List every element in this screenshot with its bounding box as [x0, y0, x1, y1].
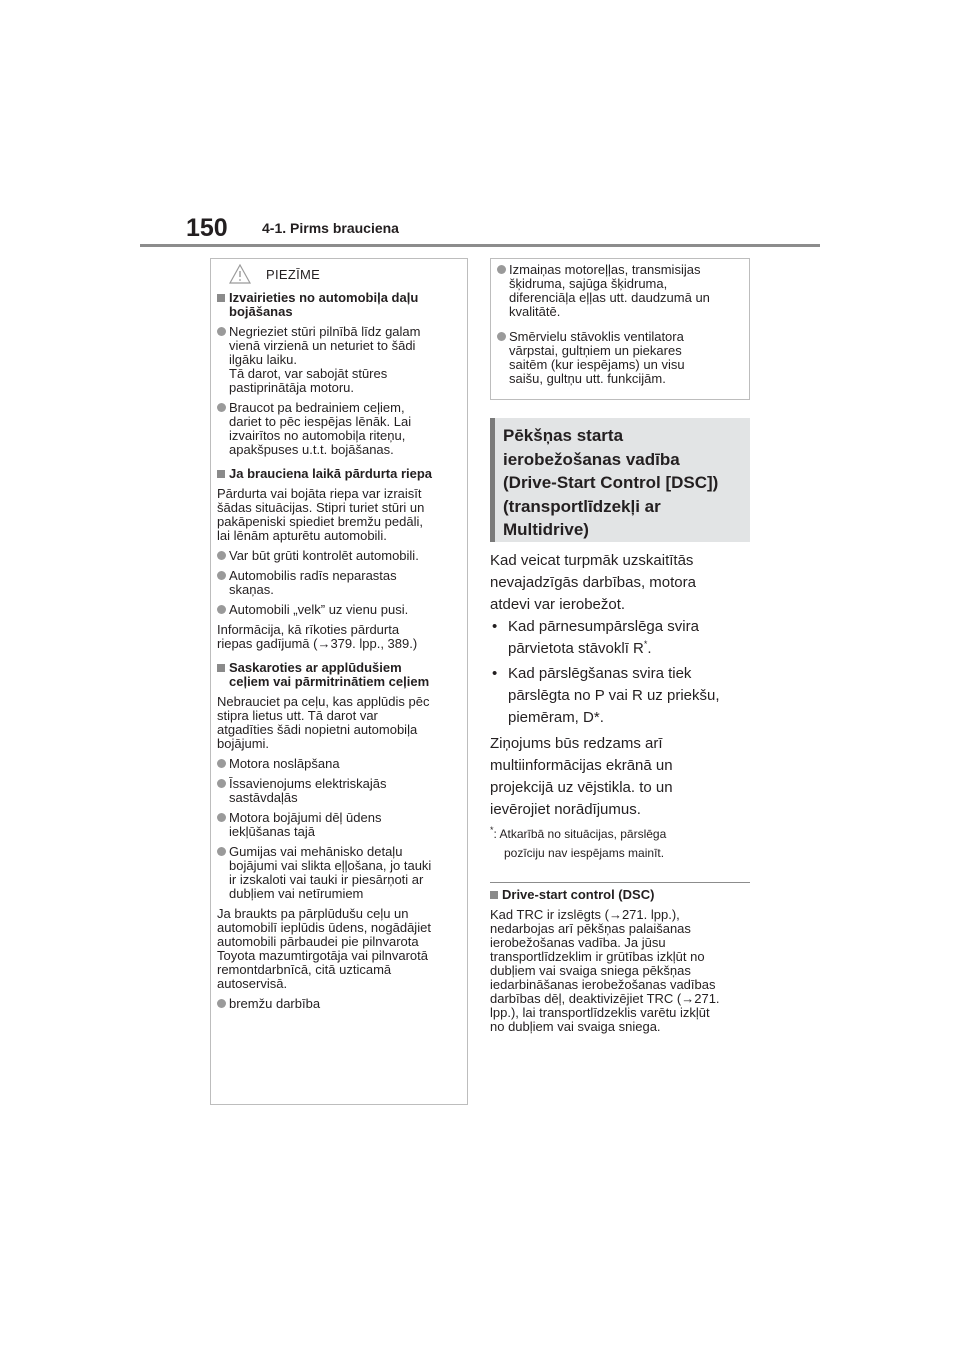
paragraph — [217, 623, 461, 651]
list-item — [217, 777, 461, 805]
text-line: Ja brauciena laikā pārdurta riepa — [229, 466, 433, 481]
title-line: Multidrive) — [503, 520, 589, 539]
text-line: Izmaiņas motoreļļas, transmisijas — [509, 262, 701, 277]
text-line: sastāvdaļās — [229, 790, 298, 805]
text-line: multiinformācijas ekrānā un — [490, 757, 673, 774]
list-item — [217, 401, 461, 457]
circle-bullet-icon — [217, 571, 226, 580]
text-line: ievērojiet norādījumus. — [490, 801, 641, 818]
subsection-divider — [490, 882, 750, 883]
circle-bullet-icon — [217, 403, 226, 412]
text-line: Ja braukts pa pārplūdušu ceļu un — [217, 906, 409, 921]
text-line: dariet to pēc iespējas lēnāk. Lai — [229, 414, 412, 429]
paragraph — [217, 487, 461, 543]
text-line: automobili pārbaudei pie pilnvarota — [217, 934, 419, 949]
text-line: saišu, gultņu utt. funkcijām. — [509, 371, 666, 386]
text-line: Īssavienojums elektriskajās — [229, 776, 387, 791]
dsc-message — [490, 733, 750, 821]
text-line: vienā virzienā un neturiet to šādi — [229, 338, 416, 353]
text-line: Gumijas vai mehānisko detaļu — [229, 844, 403, 859]
square-bullet-icon — [217, 470, 225, 478]
text-line: riepas gadījumā (→379. lpp., 389.) — [217, 636, 418, 651]
list-item — [217, 845, 461, 901]
list-item-text: piemēram, D*. — [508, 709, 604, 726]
text-line: bojājumi vai slikta eļļošana, jo tauki — [229, 858, 432, 873]
text-line: darbības dēļ, deaktivizējiet TRC (→271. — [490, 991, 720, 1006]
circle-bullet-icon — [217, 605, 226, 614]
text-line: Braucot pa bedrainiem ceļiem, — [229, 400, 405, 415]
notice-subheading — [217, 291, 461, 319]
section-title: 4-1. Pirms brauciena — [262, 220, 399, 236]
circle-bullet-icon — [217, 551, 226, 560]
text-line: atgadīties šādi nopietni automobiļa — [217, 722, 418, 737]
square-bullet-icon — [217, 664, 225, 672]
text-line: dubļiem vai svaiga sniega pēkšņas — [490, 963, 691, 978]
text-line: iedarbināšanas ierobežošanas vadības — [490, 977, 716, 992]
notice-title: PIEZĪME — [266, 267, 321, 282]
subsection-body — [490, 908, 750, 1034]
text-line: nevajadzīgās darbības, motora — [490, 574, 696, 591]
square-bullet-icon — [490, 891, 498, 899]
text-line: šķidruma, sajūga šķidruma, — [509, 276, 668, 291]
dsc-section-heading-box — [490, 418, 750, 542]
list-item-text: pārvietota stāvoklī R*. — [508, 639, 652, 657]
text-line: Ziņojums būs redzams arī — [490, 735, 663, 752]
text-line: Saskaroties ar applūdušiem — [229, 660, 402, 675]
notice-header — [211, 259, 467, 291]
text-line: remontdarbnīcā, citā uzticamā — [217, 962, 392, 977]
text-line: autoservisā. — [217, 976, 288, 991]
text-line: bremžu darbība — [229, 996, 321, 1011]
list-item — [490, 663, 750, 729]
text-line: Smērvielu stāvoklis ventilatora — [509, 329, 684, 344]
circle-bullet-icon — [497, 265, 506, 274]
page-header — [140, 214, 820, 248]
text-line: Izvairieties no automobiļa daļu — [229, 290, 419, 305]
dsc-subsection — [490, 888, 750, 1034]
list-item — [497, 263, 743, 319]
title-line: (Drive-Start Control [DSC]) — [503, 473, 719, 492]
circle-bullet-icon — [217, 779, 226, 788]
list-item — [217, 569, 461, 597]
text-line: ir izskaloti vai tauki ir piesārņoti ar — [229, 872, 424, 887]
text-line: bojāšanas — [229, 304, 293, 319]
notice-subheading — [217, 661, 461, 689]
text-line: dubļiem vai netīrumiem — [229, 886, 364, 901]
text-line: ilgāku laiku. — [229, 352, 297, 367]
bullet-mark: • — [492, 665, 498, 682]
text-line: lai lēnām apturētu automobili. — [217, 528, 387, 543]
text-line: Pārdurta vai bojāta riepa var izraisīt — [217, 486, 422, 501]
text-line: Kad TRC ir izslēgts (→271. lpp.), — [490, 907, 680, 922]
text-line: no dubļiem vai svaiga sniega. — [490, 1019, 661, 1034]
text-line: Kad veicat turpmāk uzskaitītās — [490, 552, 694, 569]
text-line: bojājumi. — [217, 736, 270, 751]
text-line: izvairītos no automobiļa riteņu, — [229, 428, 406, 443]
list-item-text: pārslēgta no P vai R uz priekšu, — [508, 687, 720, 704]
text-line: Automobili „velk” uz vienu pusi. — [229, 602, 409, 617]
list-item — [217, 997, 461, 1011]
list-item — [217, 549, 461, 563]
text-line: ceļiem vai pārmitrinātiem ceļiem — [229, 674, 430, 689]
text-line: Informācija, kā rīkoties pārdurta — [217, 622, 400, 637]
dsc-intro — [490, 550, 750, 616]
text-line: pastiprinātāja motoru. — [229, 380, 355, 395]
dsc-section-title — [503, 424, 742, 542]
list-item-text: Kad pārslēgšanas svira tiek — [508, 665, 692, 682]
paragraph — [217, 695, 461, 751]
text-line: Nebrauciet pa ceļu, kas applūdis pēc — [217, 694, 430, 709]
text-line: iekļūšanas tajā — [229, 824, 315, 839]
circle-bullet-icon — [217, 327, 226, 336]
page-number: 150 — [186, 214, 228, 242]
list-item — [490, 616, 750, 660]
header-divider — [140, 244, 820, 247]
bullet-mark: • — [492, 618, 498, 635]
text-line: automobilī ieplūdis ūdens, nogādājiet — [217, 920, 431, 935]
text-line: atdevi var ierobežot. — [490, 596, 626, 613]
circle-bullet-icon — [217, 847, 226, 856]
title-line: (transportlīdzekļi ar — [503, 496, 661, 516]
text-line: Negrieziet stūri pilnībā līdz galam — [229, 324, 421, 339]
list-item — [217, 325, 461, 395]
text-line: Tā darot, var sabojāt stūres — [229, 366, 388, 381]
text-line: ierobežošanas vadība. Ja jūsu — [490, 935, 666, 950]
text-line: vārpstai, gultņiem un piekares — [509, 343, 682, 358]
notice-box — [210, 258, 468, 1105]
list-item — [217, 811, 461, 839]
text-line: Var būt grūti kontrolēt automobili. — [229, 548, 419, 563]
list-item-text: Kad pārnesumpārslēga svira — [508, 618, 699, 635]
circle-bullet-icon — [497, 332, 506, 341]
text-line: Motora bojājumi dēļ ūdens — [229, 810, 382, 825]
warning-triangle-icon — [229, 264, 251, 284]
text-line: Motora noslāpšana — [229, 756, 340, 771]
square-bullet-icon — [217, 294, 225, 302]
footnote: *: Atkarībā no situācijas, pārslēga pozīciju nav iespējams mainīt. — [490, 825, 667, 860]
text-line: Toyota mazumtirgotāja vai pilnvarotā — [217, 948, 428, 963]
notice-subheading — [217, 467, 461, 481]
text-line: nedarbojas arī pēkšņas palaišanas — [490, 921, 691, 936]
notice-continuation-box — [490, 258, 750, 400]
notice-content — [211, 291, 467, 1011]
text-line: diferenciāļa eļļas utt. daudzumā un — [509, 290, 710, 305]
text-line: saitēm (kur iespējams) un visu — [509, 357, 685, 372]
text-line: skaņas. — [229, 582, 274, 597]
text-line: lpp.), lai transportlīdzeklis varētu izkļūt — [490, 1005, 710, 1020]
dsc-main-text — [490, 550, 750, 863]
text-line: šādas situācijas. Stipri turiet stūri un — [217, 500, 425, 515]
text-line: transportlīdzeklim ir grūtības izkļūt no — [490, 949, 705, 964]
text-line: kvalitātē. — [509, 304, 561, 319]
list-item — [217, 603, 461, 617]
text-line: stipra lietus utt. Tā darot var — [217, 708, 378, 723]
circle-bullet-icon — [217, 813, 226, 822]
text-line: Automobilis radīs neparastas — [229, 568, 397, 583]
circle-bullet-icon — [217, 999, 226, 1008]
subsection-heading: Drive-start control (DSC) — [490, 888, 750, 902]
text-line: apakšpuses u.t.t. bojāšanas. — [229, 442, 394, 457]
list-item — [217, 757, 461, 771]
text-line: projekcijā uz vējstikla. to un — [490, 779, 673, 796]
paragraph — [217, 907, 461, 991]
circle-bullet-icon — [217, 759, 226, 768]
list-item — [497, 330, 743, 386]
text-line: pakāpeniski spiediet bremžu pedāli, — [217, 514, 423, 529]
title-line: ierobežošanas vadība — [503, 449, 680, 469]
title-line: Pēkšņas starta — [503, 426, 624, 445]
